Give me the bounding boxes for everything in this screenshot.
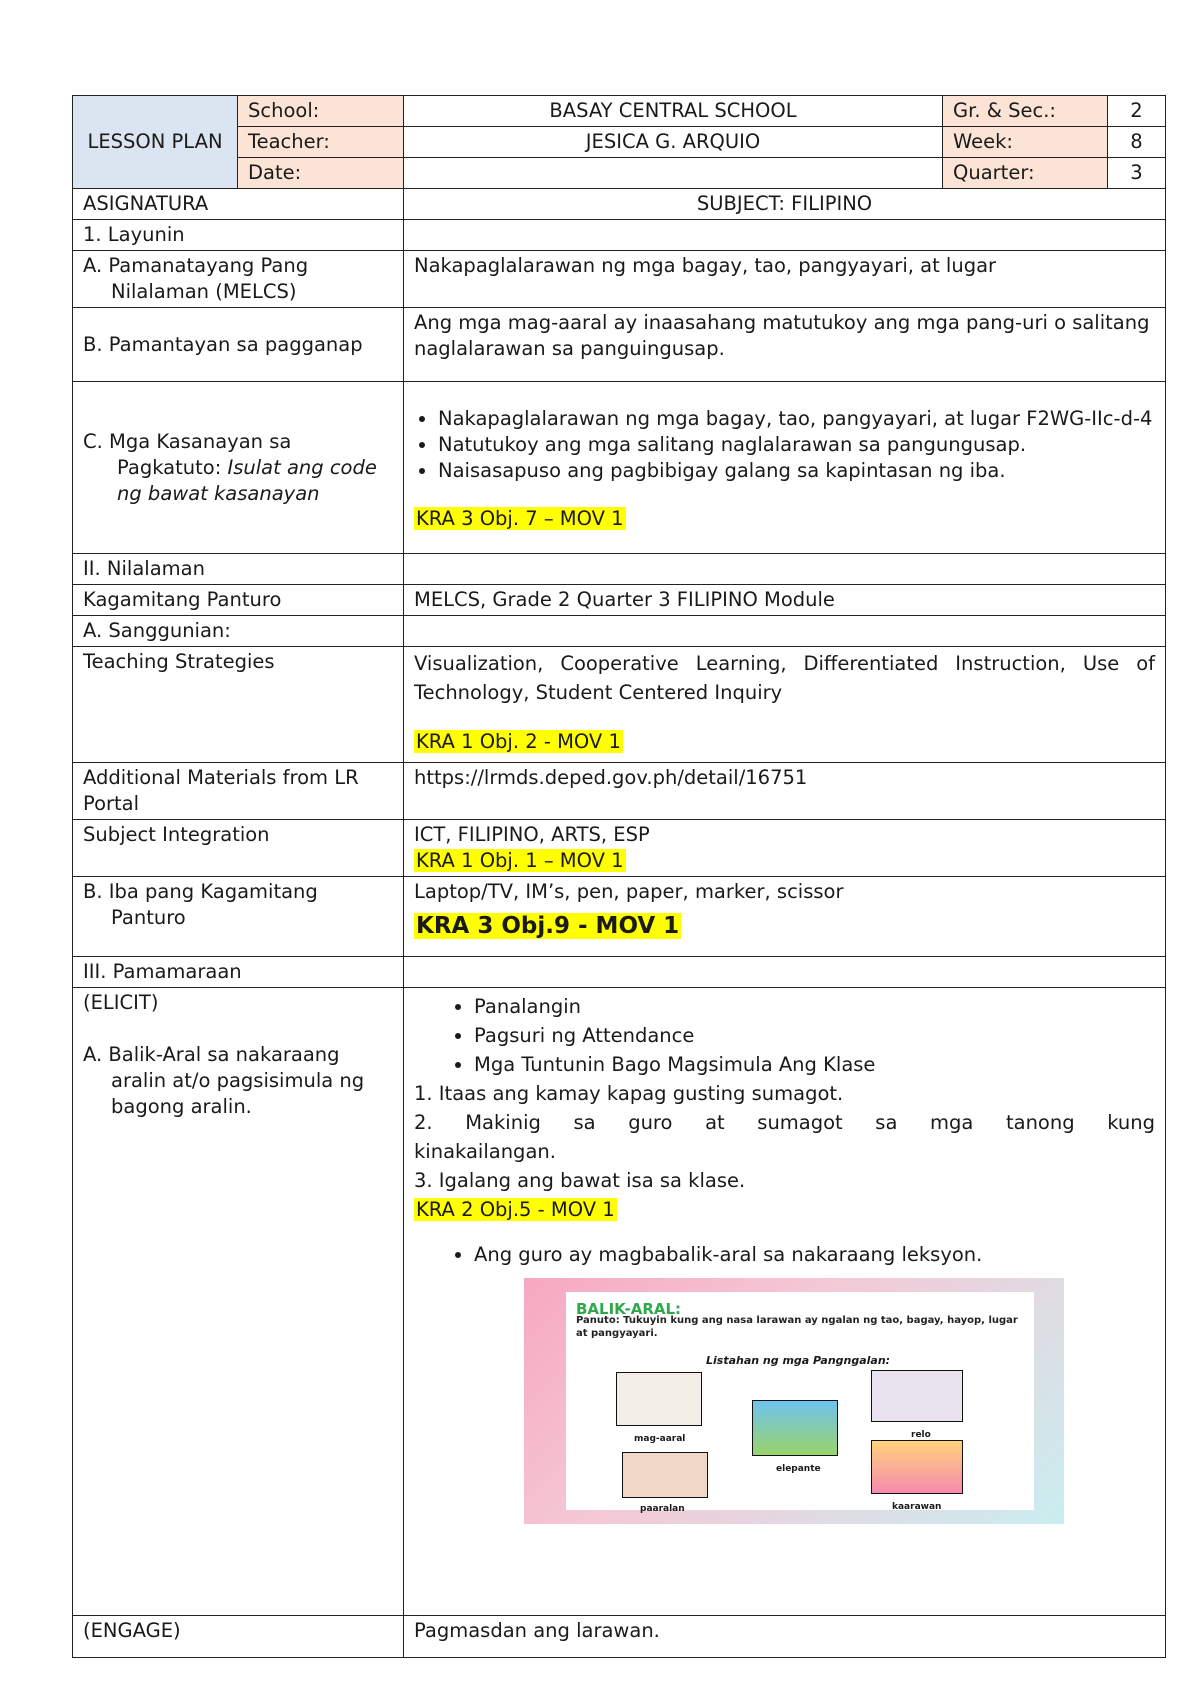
quarter-value: 3 <box>1108 158 1166 189</box>
elicit-bullet: • Panalangin <box>474 992 1155 1021</box>
ts-value: Visualization, Cooperative Learning, Differentiated Instruction, Use of Technology, Student Centered Inquiry KRA 1 Obj. 2 - MOV 1 <box>404 647 1166 763</box>
si-label: Subject Integration <box>73 820 404 877</box>
kra-badge: KRA 1 Obj. 1 – MOV 1 <box>416 849 624 872</box>
si-value: ICT, FILIPINO, ARTS, ESP KRA 1 Obj. 1 – MOV 1 <box>404 820 1166 877</box>
pamanatayang-label: A. Pamanatayang Pang Nilalaman (MELCS) <box>73 251 404 308</box>
thumb-caption: mag-aaral <box>634 1434 686 1444</box>
school-label: School: <box>238 96 404 127</box>
teacher-value: JESICA G. ARQUIO <box>404 127 943 158</box>
engage-label: (ENGAGE) <box>73 1616 404 1658</box>
week-value: 8 <box>1108 127 1166 158</box>
rule-item: 3. Igalang ang bawat isa sa klase. <box>414 1169 746 1192</box>
pamantayan-label: B. Pamantayan sa pagganap <box>73 308 404 382</box>
kagamitan-label: Kagamitang Panturo <box>73 585 404 616</box>
thumb-instruction: Panuto: Tukuyin kung ang nasa larawan ay ngalan ng tao, bagay, hayop, lugar at pangyayari. <box>576 1315 1018 1339</box>
elicit-value <box>404 988 1166 1616</box>
kasanayan-label: C. Mga Kasanayan sa Pagkatuto: Isulat ang code ng bawat kasanayan <box>73 382 404 554</box>
kasanayan-value <box>404 382 1166 554</box>
thumb-title: BALIK-ARAL: <box>576 1300 682 1318</box>
thumb-list-title: Listahan ng mga Pangngalan: <box>706 1354 891 1367</box>
kra-badge: KRA 2 Obj.5 - MOV 1 <box>416 1198 615 1221</box>
iba-label: B. Iba pang Kagamitang Panturo <box>73 877 404 957</box>
birthday-picture <box>871 1440 963 1494</box>
elicit-label: (ELICIT) A. Balik-Aral sa nakaraang aralin at/o pagsisimula ng bagong aralin. <box>73 988 404 1616</box>
kagamitan-value: MELCS, Grade 2 Quarter 3 FILIPINO Module <box>404 585 1166 616</box>
kra-badge: KRA 3 Obj.9 - MOV 1 <box>416 913 680 939</box>
pamantayan-value: Ang mga mag-aaral ay inaasahang matutukoy ang mga pang-uri o salitang naglalarawan sa panguingusap. <box>404 308 1166 382</box>
review-bullet: • Ang guro ay magbabalik-aral sa nakaraang leksyon. <box>474 1242 1155 1268</box>
students-picture <box>616 1372 702 1426</box>
am-value: https://lrmds.deped.gov.ph/detail/16751 <box>404 763 1166 820</box>
kasanayan-item: • Natutukoy ang mga salitang naglalarawan sa pangungusap. <box>438 432 1155 458</box>
kasanayan-item: • Naisasapuso ang pagbibigay galang sa kapintasan ng iba. <box>438 458 1155 484</box>
date-value <box>404 158 943 189</box>
pamanatayang-value: Nakapaglalarawan ng mga bagay, tao, pangyayari, at lugar <box>404 251 1166 308</box>
iba-value: Laptop/TV, IM’s, pen, paper, marker, scissor KRA 3 Obj.9 - MOV 1 <box>404 877 1166 957</box>
layunin-label: 1. Layunin <box>73 220 404 251</box>
rule-item: 2. Makinig sa guro at sumagot sa mga tanong kung kinakailangan. <box>414 1111 1155 1163</box>
kasanayan-item: • Nakapaglalarawan ng mga bagay, tao, pangyayari, at lugar F2WG-IIc-d-4 <box>438 406 1155 432</box>
lesson-plan-table <box>72 95 1166 1658</box>
elephant-picture <box>752 1400 838 1456</box>
week-label: Week: <box>943 127 1108 158</box>
date-label: Date: <box>238 158 404 189</box>
pamamaraan-label: III. Pamamaraan <box>73 957 404 988</box>
kra-badge: KRA 1 Obj. 2 - MOV 1 <box>416 730 621 753</box>
engage-value: Pagmasdan ang larawan. <box>404 1616 1166 1658</box>
grsec-value: 2 <box>1108 96 1166 127</box>
sanggunian-label: A. Sanggunian: <box>73 616 404 647</box>
grsec-label: Gr. & Sec.: <box>943 96 1108 127</box>
kra-badge: KRA 3 Obj. 7 – MOV 1 <box>416 507 624 530</box>
thumb-caption: elepante <box>776 1464 821 1474</box>
rule-item: 1. Itaas ang kamay kapag gusting sumagot. <box>414 1082 844 1105</box>
am-label: Additional Materials from LR Portal <box>73 763 404 820</box>
balik-aral-image <box>524 1278 1064 1524</box>
quarter-label: Quarter: <box>943 158 1108 189</box>
ts-label: Teaching Strategies <box>73 647 404 763</box>
thumb-caption: paaralan <box>640 1504 685 1514</box>
thumb-caption: relo <box>911 1430 931 1440</box>
school-value: BASAY CENTRAL SCHOOL <box>404 96 943 127</box>
school-picture <box>622 1452 708 1498</box>
subject-value: SUBJECT: FILIPINO <box>404 189 1166 220</box>
elicit-bullet: • Mga Tuntunin Bago Magsimula Ang Klase <box>474 1050 1155 1079</box>
lesson-plan-label: LESSON PLAN <box>73 96 238 189</box>
clock-picture <box>871 1370 963 1422</box>
asignatura-label: ASIGNATURA <box>73 189 404 220</box>
teacher-label: Teacher: <box>238 127 404 158</box>
nilalaman-label: II. Nilalaman <box>73 554 404 585</box>
elicit-bullet: • Pagsuri ng Attendance <box>474 1021 1155 1050</box>
thumb-caption: kaarawan <box>892 1502 942 1512</box>
